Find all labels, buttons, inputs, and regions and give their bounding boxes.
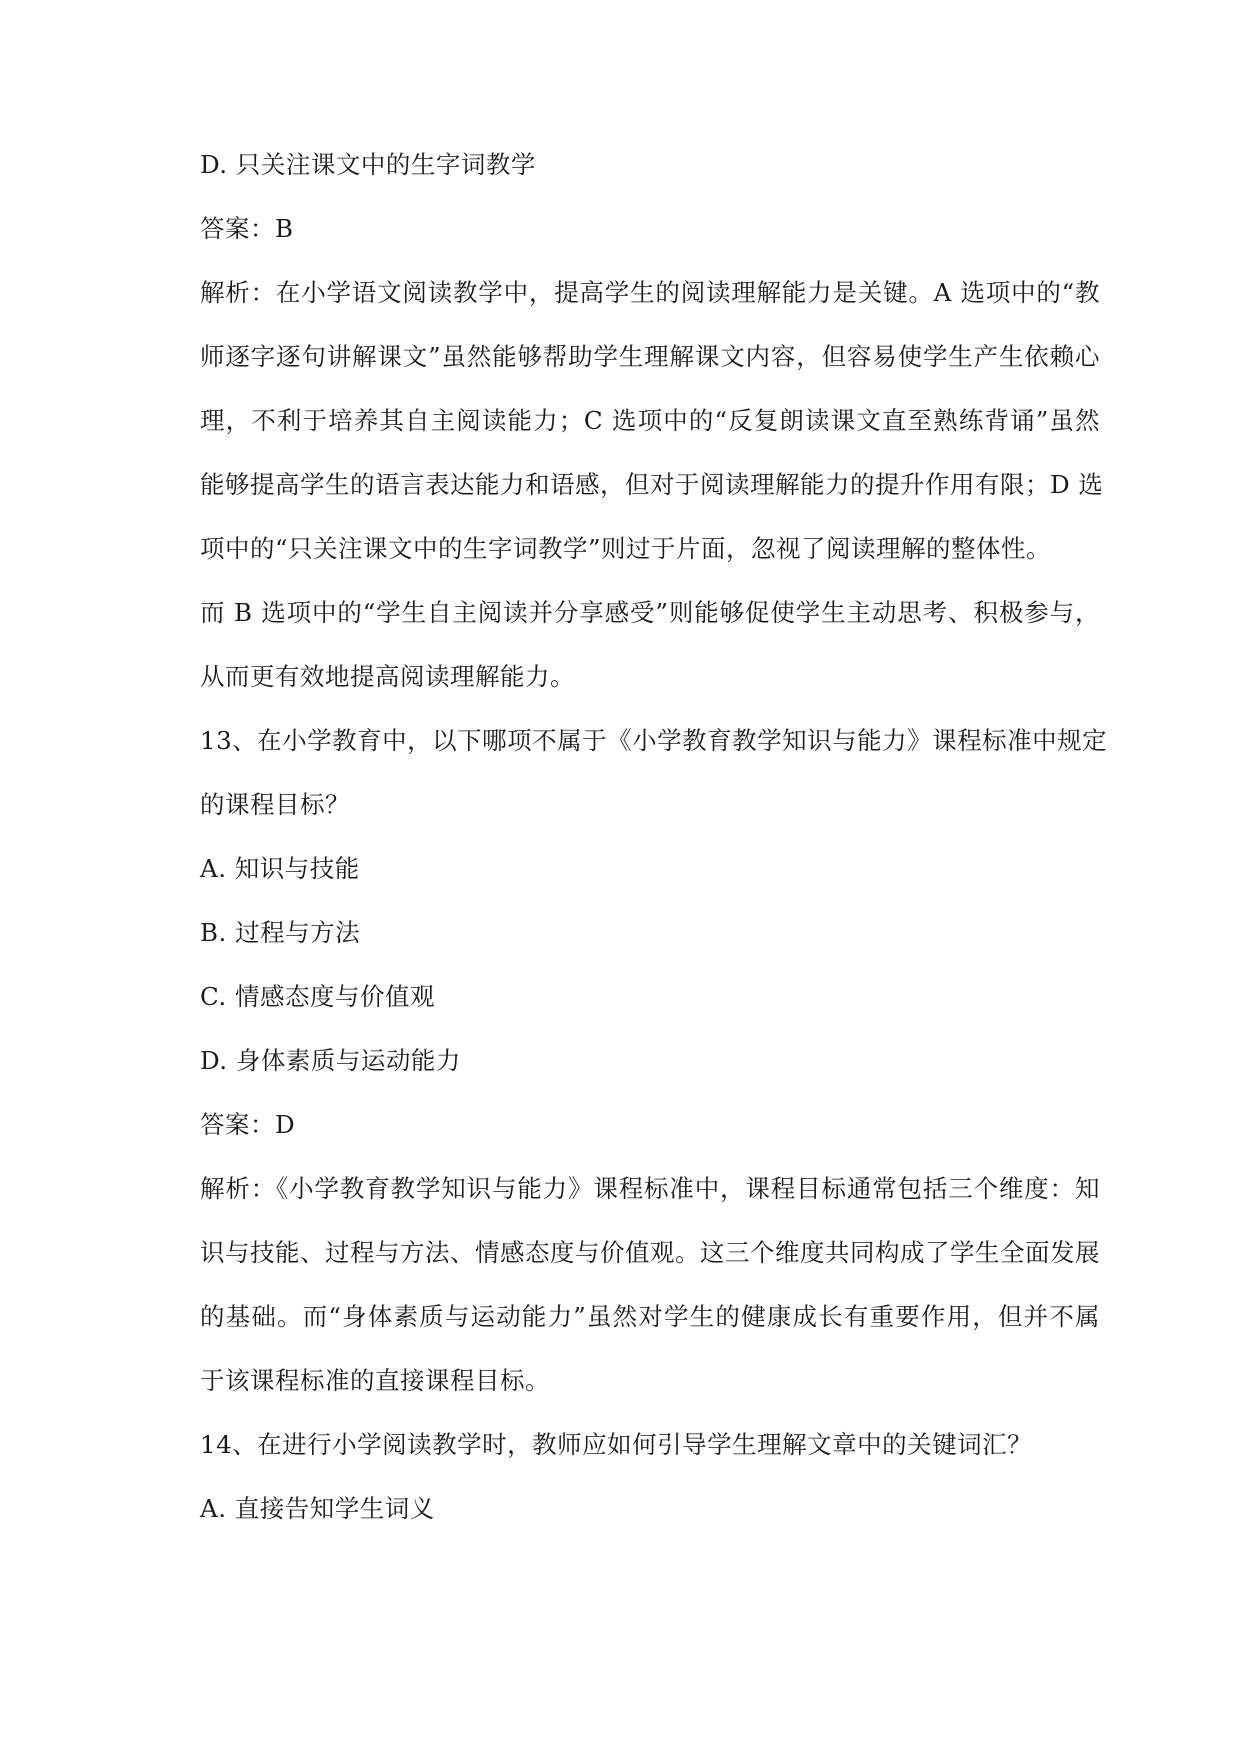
- option-d-q12: D. 只关注课文中的生字词教学: [200, 150, 536, 179]
- explanation-q13-line-2: 识与技能、过程与方法、情感态度与价值观。这三个维度共同构成了学生全面发展: [200, 1238, 1100, 1267]
- explanation-q13-line-3: 的基础。而“身体素质与运动能力”虽然对学生的健康成长有重要作用，但并不属: [200, 1302, 1100, 1331]
- question-14: 14、在进行小学阅读教学时，教师应如何引导学生理解文章中的关键词汇？: [200, 1430, 1033, 1459]
- explanation-q12-line-6: 而 B 选项中的“学生自主阅读并分享感受”则能够促使学生主动思考、积极参与，: [200, 598, 1100, 627]
- explanation-q12-line-3: 理，不利于培养其自主阅读能力；C 选项中的“反复朗读课文直至熟练背诵”虽然: [200, 406, 1100, 435]
- explanation-q12-line-5: 项中的“只关注课文中的生字词教学”则过于片面，忽视了阅读理解的整体性。: [200, 534, 1052, 563]
- answer-q13: 答案：D: [200, 1110, 296, 1139]
- explanation-q12-line-4: 能够提高学生的语言表达能力和语感，但对于阅读理解能力的提升作用有限；D 选: [200, 470, 1104, 499]
- option-a-q13: A. 知识与技能: [200, 854, 360, 883]
- option-a-q14: A. 直接告知学生词义: [200, 1494, 435, 1523]
- explanation-q12-line-1: 解析：在小学语文阅读教学中，提高学生的阅读理解能力是关键。A 选项中的“教: [200, 278, 1100, 307]
- option-b-q13: B. 过程与方法: [200, 918, 361, 947]
- explanation-q12-line-2: 师逐字逐句讲解课文”虽然能够帮助学生理解课文内容，但容易使学生产生依赖心: [200, 342, 1100, 371]
- question-13-line-1: 13、在小学教育中，以下哪项不属于《小学教育教学知识与能力》课程标准中规定: [200, 726, 1108, 755]
- option-d-q13: D. 身体素质与运动能力: [200, 1046, 461, 1075]
- answer-q12: 答案：B: [200, 214, 294, 243]
- explanation-q12-line-7: 从而更有效地提高阅读理解能力。: [200, 662, 575, 691]
- explanation-q13-line-4: 于该课程标准的直接课程目标。: [200, 1366, 550, 1395]
- question-13-line-2: 的课程目标？: [200, 790, 350, 819]
- explanation-q13-line-1: 解析：《小学教育教学知识与能力》课程标准中，课程目标通常包括三个维度：知: [200, 1174, 1100, 1203]
- option-c-q13: C. 情感态度与价值观: [200, 982, 435, 1011]
